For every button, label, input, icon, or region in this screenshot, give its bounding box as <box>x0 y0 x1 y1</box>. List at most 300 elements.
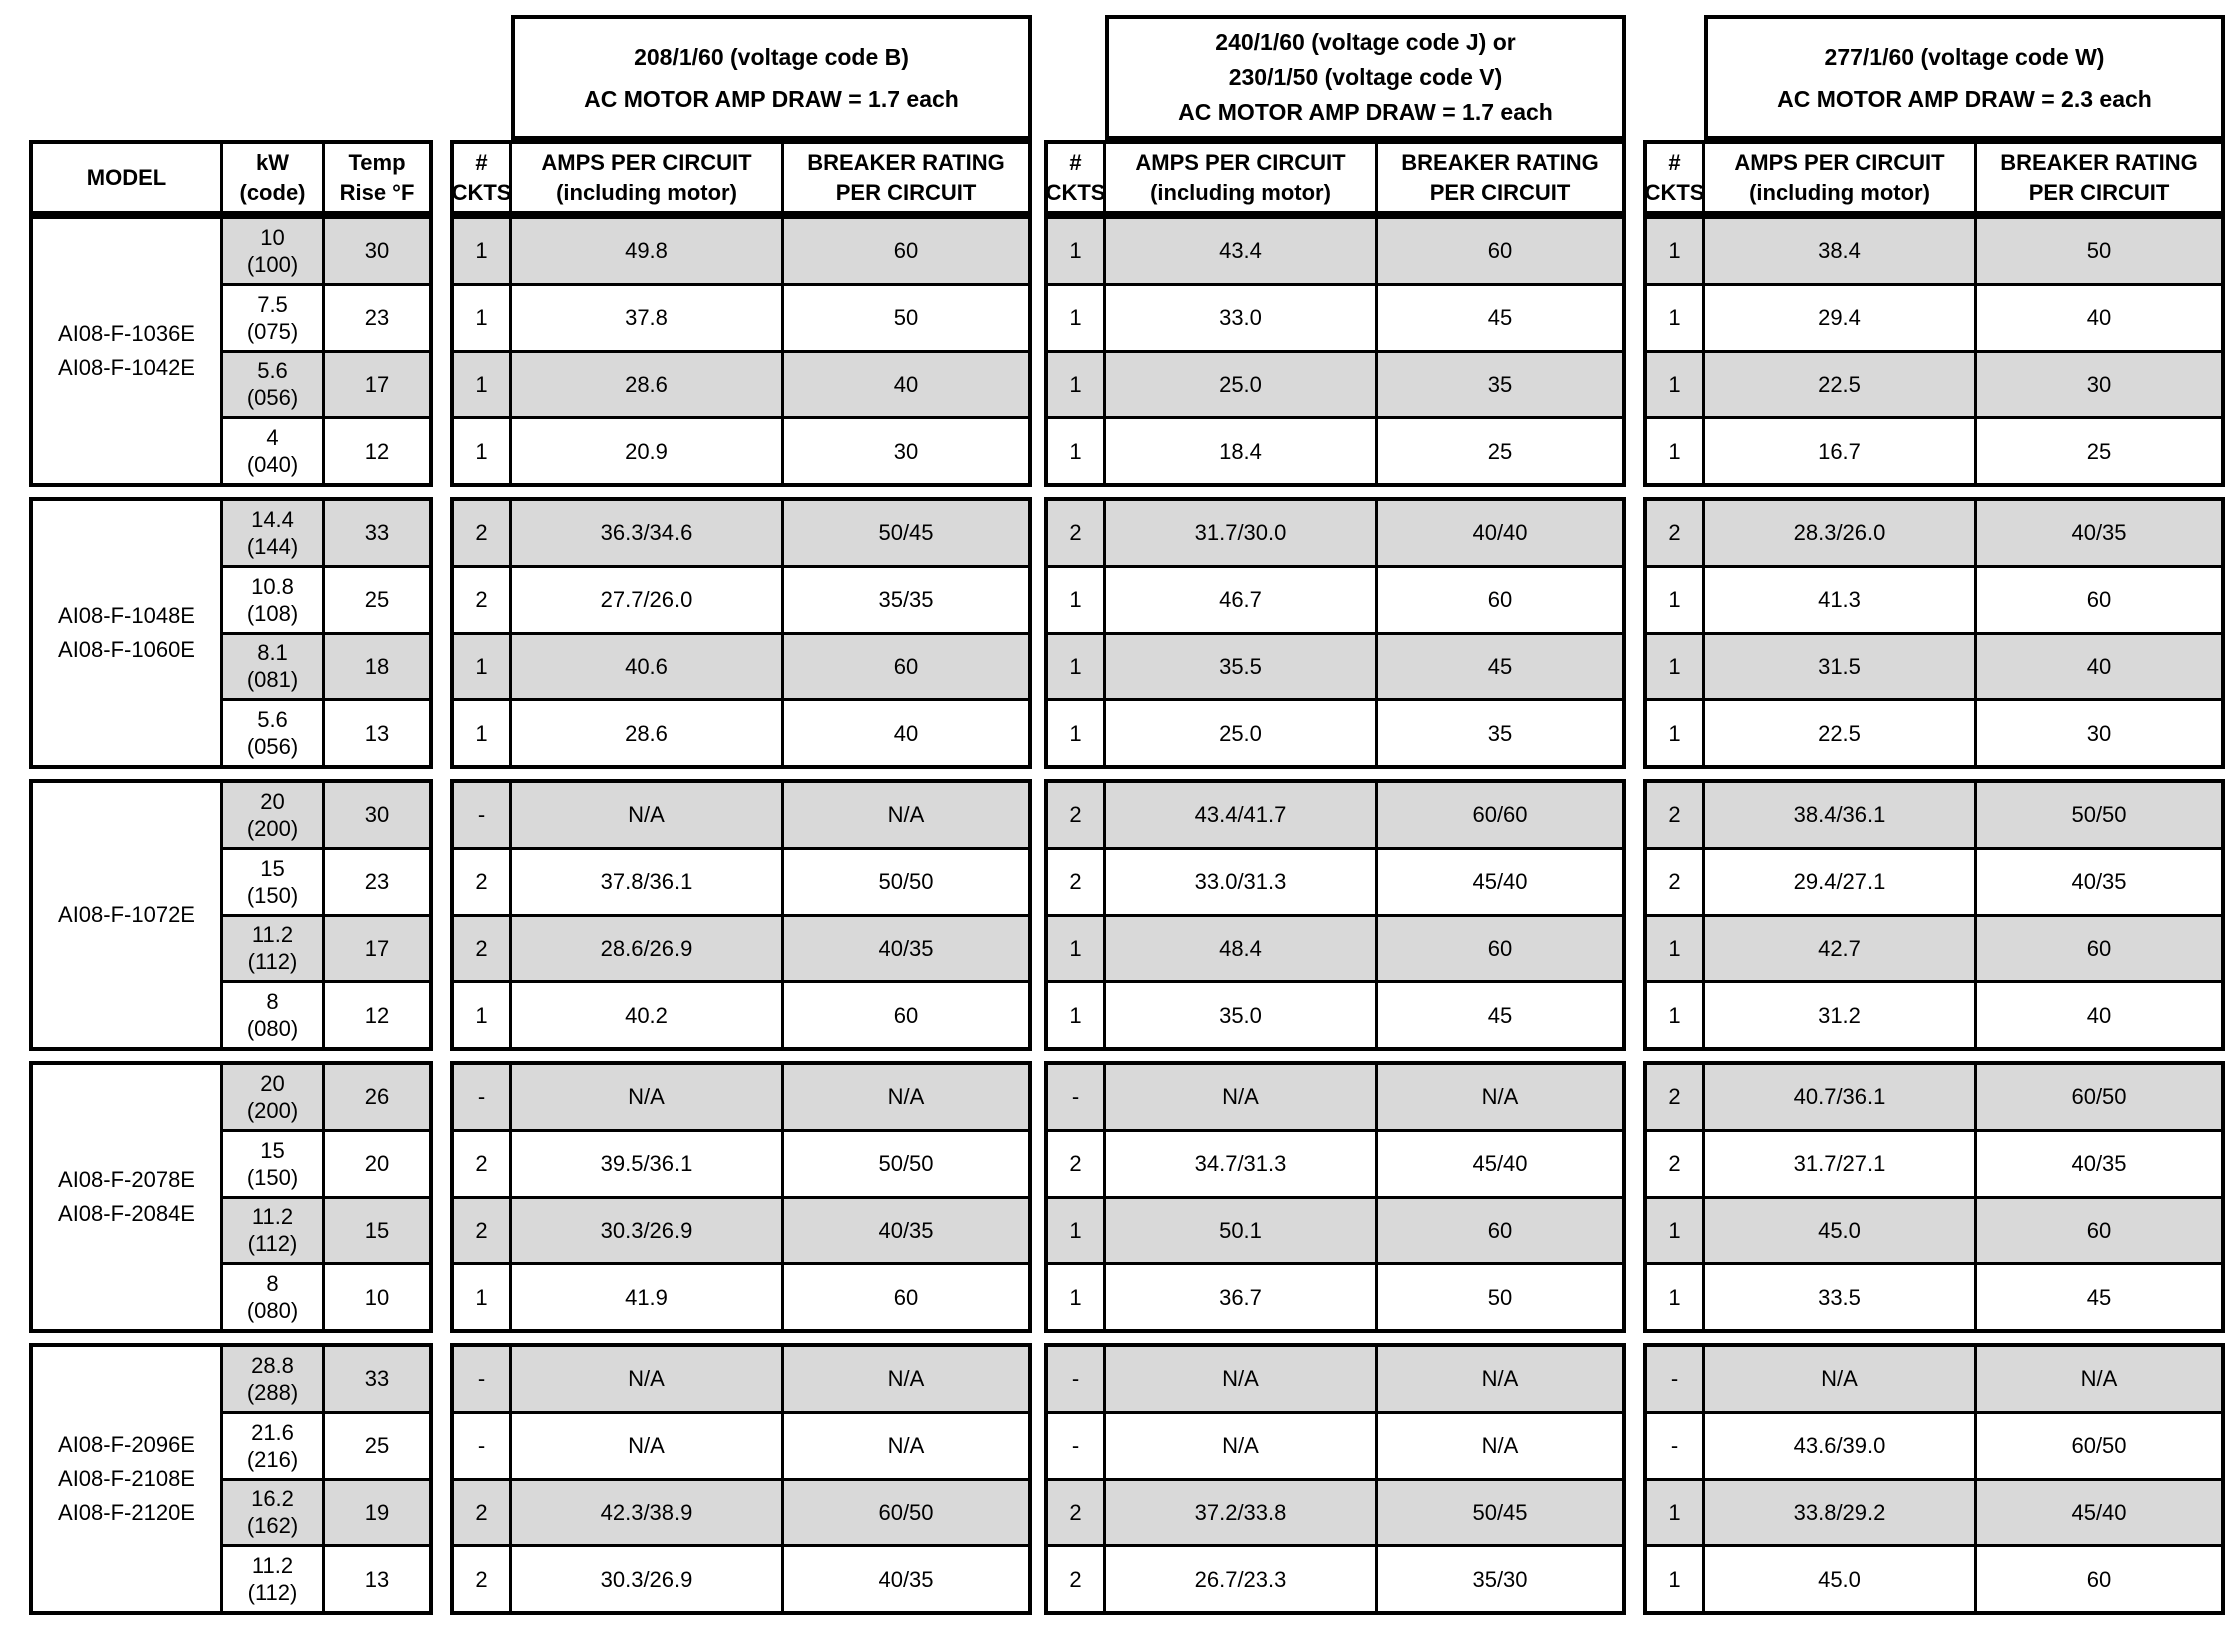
kw-value: 14.4 <box>251 506 294 532</box>
data-group-277-3 <box>1643 779 2225 1051</box>
amps-header-line1: AMPS PER CIRCUIT <box>541 149 752 175</box>
temp-column <box>325 783 429 1047</box>
breaker-cell: N/A <box>887 1366 925 1392</box>
amps-cell: 41.9 <box>512 1265 784 1329</box>
amps-cell: 36.7 <box>1106 1265 1378 1329</box>
ckts-cell: 1 <box>1647 219 1705 283</box>
kw-value: 5.6 <box>257 707 288 733</box>
kw-column <box>223 1065 325 1329</box>
breaker-cell: 45/40 <box>2071 1499 2127 1525</box>
kw-cell <box>223 1065 322 1132</box>
amps-cell: 43.6/39.0 <box>1705 1414 1977 1478</box>
ckts-header <box>1045 144 1106 211</box>
kw-code: (100) <box>246 251 299 277</box>
amps-cell: 20.9 <box>512 419 784 483</box>
ckts-cell: 1 <box>454 286 512 350</box>
temp-cell: 12 <box>364 438 390 464</box>
model-cell <box>33 1065 223 1329</box>
breaker-cell: 60 <box>893 1284 919 1310</box>
kw-header <box>223 144 325 211</box>
ckts-cell: 1 <box>1048 635 1106 699</box>
breaker-cell: 40/40 <box>1472 520 1528 546</box>
breaker-cell: 45 <box>1487 653 1513 679</box>
breaker-cell: 40/35 <box>2071 869 2127 895</box>
amps-cell: 50.1 <box>1106 1199 1378 1263</box>
amps-cell: 29.4 <box>1705 286 1977 350</box>
amps-cell: N/A <box>512 1347 784 1411</box>
breaker-cell: 35 <box>1487 371 1513 397</box>
amps-cell: 28.6 <box>512 701 784 765</box>
kw-cell <box>223 353 322 420</box>
ckts-cell: 2 <box>1048 1132 1106 1196</box>
amps-header-line2: (including motor) <box>1150 179 1331 205</box>
breaker-header-line1: BREAKER RATING <box>1401 149 1599 175</box>
kw-column <box>223 1347 325 1611</box>
breaker-cell: 60 <box>893 1002 919 1028</box>
breaker-cell: 60 <box>1487 238 1513 264</box>
ckts-cell: - <box>454 783 512 847</box>
ckts-cell: 2 <box>454 850 512 914</box>
ckts-cell: 1 <box>1048 1265 1106 1329</box>
amps-cell: 35.0 <box>1106 983 1378 1047</box>
breaker-cell: 40 <box>2086 1002 2112 1028</box>
kw-value: 5.6 <box>257 358 288 384</box>
amps-cell: 48.4 <box>1106 917 1378 981</box>
ckts-cell: - <box>1647 1347 1705 1411</box>
breaker-cell: N/A <box>887 802 925 828</box>
ckts-cell: 2 <box>1048 783 1106 847</box>
ckts-cell: 1 <box>1647 983 1705 1047</box>
amps-cell: 35.5 <box>1106 635 1378 699</box>
model-cell <box>33 219 223 483</box>
data-group-208-2 <box>450 497 1032 769</box>
ckts-cell: 2 <box>1048 501 1106 565</box>
amps-cell: 33.5 <box>1705 1265 1977 1329</box>
breaker-cell: 35/30 <box>1472 1566 1528 1592</box>
temp-cell: 25 <box>325 1414 429 1481</box>
voltage-header-277 <box>1704 15 2225 140</box>
amps-cell: 41.3 <box>1705 568 1977 632</box>
ckts-cell: 1 <box>1647 353 1705 417</box>
model-group-1 <box>29 215 433 487</box>
kw-value: 10.8 <box>251 573 294 599</box>
breaker-header-line1: BREAKER RATING <box>807 149 1005 175</box>
amps-cell: 27.7/26.0 <box>512 568 784 632</box>
temp-cell: 17 <box>325 917 429 984</box>
model-block-header-row <box>29 140 433 215</box>
model-name: AI08-F-1036E <box>58 321 195 346</box>
kw-column <box>223 501 325 765</box>
ckts-cell: 1 <box>1048 353 1106 417</box>
amps-header <box>1106 144 1378 211</box>
data-group-208-4 <box>450 1061 1032 1333</box>
model-group-2 <box>29 497 433 769</box>
breaker-cell: 60 <box>1487 1217 1513 1243</box>
amps-cell: 31.2 <box>1705 983 1977 1047</box>
amps-cell: 31.5 <box>1705 635 1977 699</box>
kw-value: 4 <box>266 425 279 451</box>
temp-column <box>325 219 429 483</box>
kw-cell <box>223 701 322 765</box>
model-name: AI08-F-2108E <box>58 1466 195 1491</box>
amps-cell: N/A <box>512 1414 784 1478</box>
ckts-cell: 1 <box>454 419 512 483</box>
amps-cell: 25.0 <box>1106 353 1378 417</box>
breaker-cell: 40 <box>2086 305 2112 331</box>
ckts-header <box>1644 144 1705 211</box>
model-name: AI08-F-1072E <box>58 902 195 927</box>
kw-value: 15 <box>260 1137 285 1163</box>
data-group-208-5 <box>450 1343 1032 1615</box>
breaker-cell: 40/35 <box>878 935 934 961</box>
temp-cell: 19 <box>325 1481 429 1548</box>
amps-cell: 39.5/36.1 <box>512 1132 784 1196</box>
amps-cell: 43.4 <box>1106 219 1378 283</box>
ckts-cell: - <box>1048 1347 1106 1411</box>
amps-cell: 28.3/26.0 <box>1705 501 1977 565</box>
amps-cell: 18.4 <box>1106 419 1378 483</box>
kw-cell <box>223 917 322 984</box>
model-name: AI08-F-2120E <box>58 1500 195 1525</box>
kw-code: (150) <box>246 1164 299 1190</box>
breaker-cell: 60 <box>2086 1217 2112 1243</box>
ckts-cell: 2 <box>1647 783 1705 847</box>
model-name: AI08-F-2084E <box>58 1201 195 1226</box>
ckts-cell: 1 <box>1048 701 1106 765</box>
model-name: AI08-F-1060E <box>58 637 195 662</box>
ckts-cell: - <box>454 1065 512 1129</box>
breaker-cell: 40/35 <box>878 1217 934 1243</box>
amps-header-line1: AMPS PER CIRCUIT <box>1135 149 1346 175</box>
ckts-cell: 2 <box>454 568 512 632</box>
breaker-cell: 45 <box>1487 1002 1513 1028</box>
kw-cell <box>223 635 322 702</box>
temp-cell: 26 <box>325 1065 429 1132</box>
amps-cell: N/A <box>512 1065 784 1129</box>
amps-cell: N/A <box>1705 1347 1977 1411</box>
ckts-cell: 2 <box>1647 501 1705 565</box>
ckts-cell: 1 <box>1647 1547 1705 1611</box>
temp-rise-header <box>325 144 429 211</box>
amps-cell: 43.4/41.7 <box>1106 783 1378 847</box>
amps-cell: 40.6 <box>512 635 784 699</box>
temp-header-line2: Rise °F <box>339 179 415 205</box>
voltage-header-240-230 <box>1105 15 1626 140</box>
kw-cell <box>223 783 322 850</box>
voltage-block-208 <box>450 15 1032 1615</box>
amps-cell: 38.4 <box>1705 219 1977 283</box>
temp-column <box>325 1347 429 1611</box>
breaker-cell: 40/35 <box>878 1566 934 1592</box>
column-header-row-277 <box>1643 140 2225 215</box>
voltage-header-208 <box>511 15 1032 140</box>
ckts-header-line2: CKTS <box>451 179 512 205</box>
ckts-cell: 2 <box>454 1547 512 1611</box>
breaker-cell: 35 <box>1487 720 1513 746</box>
amps-cell: 45.0 <box>1705 1199 1977 1263</box>
breaker-cell: 30 <box>2086 371 2112 397</box>
ckts-cell: 1 <box>454 983 512 1047</box>
temp-cell: 23 <box>325 850 429 917</box>
temp-cell: 25 <box>325 568 429 635</box>
breaker-header-line2: PER CIRCUIT <box>2028 179 2170 205</box>
breaker-cell: 45 <box>2086 1284 2112 1310</box>
amps-cell: 29.4/27.1 <box>1705 850 1977 914</box>
kw-cell <box>223 1265 322 1329</box>
breaker-cell: 45/40 <box>1472 869 1528 895</box>
kw-code: (112) <box>247 1580 298 1606</box>
amps-cell: 36.3/34.6 <box>512 501 784 565</box>
ckts-cell: 1 <box>1048 419 1106 483</box>
breaker-cell: 60 <box>893 238 919 264</box>
amps-cell: 33.0/31.3 <box>1106 850 1378 914</box>
voltage-block-277 <box>1643 15 2225 1615</box>
data-group-208-3 <box>450 779 1032 1051</box>
kw-cell <box>223 286 322 353</box>
data-group-277-4 <box>1643 1061 2225 1333</box>
ckts-cell: 1 <box>1647 1199 1705 1263</box>
kw-cell <box>223 219 322 286</box>
breaker-cell: N/A <box>1481 1366 1519 1392</box>
amps-cell: 40.2 <box>512 983 784 1047</box>
breaker-cell: 40/35 <box>2071 1151 2127 1177</box>
motor-amp-draw-line: AC MOTOR AMP DRAW = 1.7 each <box>584 85 959 112</box>
amps-cell: N/A <box>1106 1347 1378 1411</box>
ckts-cell: 2 <box>1048 1481 1106 1545</box>
kw-column <box>223 783 325 1047</box>
breaker-cell: 40 <box>2086 653 2112 679</box>
amps-cell: 49.8 <box>512 219 784 283</box>
breaker-cell: 50 <box>2086 238 2112 264</box>
ckts-cell: 2 <box>454 917 512 981</box>
kw-cell <box>223 1414 322 1481</box>
kw-header-line1: kW <box>256 149 289 175</box>
breaker-cell: 60/50 <box>2071 1433 2127 1459</box>
temp-cell: 18 <box>325 635 429 702</box>
voltage-title-line: 208/1/60 (voltage code B) <box>634 43 909 70</box>
breaker-cell: 30 <box>893 438 919 464</box>
ckts-cell: 1 <box>454 219 512 283</box>
kw-value: 8 <box>266 989 279 1015</box>
breaker-cell: 50 <box>1487 1284 1513 1310</box>
model-name: AI08-F-1048E <box>58 603 195 628</box>
temp-cell: 13 <box>364 1566 390 1592</box>
kw-code: (216) <box>246 1446 299 1472</box>
kw-code: (056) <box>246 734 299 760</box>
breaker-cell: 60 <box>1487 935 1513 961</box>
temp-cell: 10 <box>364 1284 390 1310</box>
ckts-cell: 2 <box>454 1481 512 1545</box>
ckts-cell: - <box>1048 1414 1106 1478</box>
kw-code: (144) <box>246 533 299 559</box>
ckts-cell: 1 <box>1647 568 1705 632</box>
voltage-header-area <box>1643 15 2225 140</box>
ckts-header-line1: # <box>1668 149 1681 175</box>
ckts-cell: 2 <box>454 501 512 565</box>
breaker-cell: 35/35 <box>878 587 934 613</box>
kw-code: (162) <box>246 1513 299 1539</box>
kw-code: (056) <box>246 385 299 411</box>
ckts-cell: 1 <box>1647 1481 1705 1545</box>
kw-cell <box>223 1132 322 1199</box>
kw-cell <box>223 1481 322 1548</box>
kw-code: (200) <box>246 815 299 841</box>
kw-value: 20 <box>260 788 285 814</box>
kw-code: (108) <box>246 600 299 626</box>
model-cell <box>33 783 223 1047</box>
voltage-title-line: 240/1/60 (voltage code J) or <box>1215 29 1516 55</box>
ckts-cell: 1 <box>1048 983 1106 1047</box>
breaker-cell: 25 <box>1487 438 1513 464</box>
breaker-header <box>784 144 1028 211</box>
ckts-header <box>451 144 512 211</box>
kw-cell <box>223 1199 322 1266</box>
breaker-cell: 50/50 <box>878 1151 934 1177</box>
kw-value: 7.5 <box>257 291 288 317</box>
voltage-header-area <box>1044 15 1626 140</box>
kw-cell <box>223 1547 322 1611</box>
amps-cell: 46.7 <box>1106 568 1378 632</box>
amps-cell: 42.3/38.9 <box>512 1481 784 1545</box>
amps-header-line2: (including motor) <box>1749 179 1930 205</box>
data-group-240-2 <box>1044 497 1626 769</box>
breaker-cell: 25 <box>2086 438 2112 464</box>
amps-cell: 42.7 <box>1705 917 1977 981</box>
ckts-cell: 1 <box>454 353 512 417</box>
kw-value: 8 <box>266 1271 279 1297</box>
kw-value: 28.8 <box>251 1352 294 1378</box>
temp-cell: 23 <box>325 286 429 353</box>
breaker-cell: 60/50 <box>2071 1084 2127 1110</box>
amps-header <box>512 144 784 211</box>
kw-header-line2: (code) <box>239 179 306 205</box>
voltage-header-area <box>450 15 1032 140</box>
motor-amp-draw-line: AC MOTOR AMP DRAW = 1.7 each <box>1178 99 1553 125</box>
kw-code: (288) <box>246 1379 299 1405</box>
amps-cell: 40.7/36.1 <box>1705 1065 1977 1129</box>
kw-code: (075) <box>246 318 299 344</box>
breaker-header-line2: PER CIRCUIT <box>1429 179 1571 205</box>
ckts-cell: 1 <box>1647 917 1705 981</box>
ckts-cell: 1 <box>1048 219 1106 283</box>
amps-cell: 31.7/30.0 <box>1106 501 1378 565</box>
kw-code: (150) <box>246 882 299 908</box>
breaker-cell: 50 <box>893 305 919 331</box>
breaker-cell: 40 <box>893 720 919 746</box>
ckts-cell: - <box>1048 1065 1106 1129</box>
breaker-cell: 50/50 <box>2071 802 2127 828</box>
amps-cell: 30.3/26.9 <box>512 1547 784 1611</box>
breaker-cell: N/A <box>887 1084 925 1110</box>
temp-cell: 30 <box>325 219 429 286</box>
breaker-cell: 40 <box>893 371 919 397</box>
breaker-cell: N/A <box>1481 1433 1519 1459</box>
breaker-cell: 60 <box>2086 587 2112 613</box>
amps-cell: 34.7/31.3 <box>1106 1132 1378 1196</box>
ckts-cell: 1 <box>454 1265 512 1329</box>
data-group-277-1 <box>1643 215 2225 487</box>
ckts-cell: 1 <box>1647 419 1705 483</box>
breaker-header-line1: BREAKER RATING <box>2000 149 2198 175</box>
amps-cell: 33.8/29.2 <box>1705 1481 1977 1545</box>
breaker-cell: 45/40 <box>1472 1151 1528 1177</box>
ckts-header-line1: # <box>1069 149 1082 175</box>
kw-code: (080) <box>246 1298 299 1324</box>
ckts-cell: 1 <box>1048 568 1106 632</box>
ckts-cell: 1 <box>454 701 512 765</box>
ckts-cell: 1 <box>1647 286 1705 350</box>
model-group-4 <box>29 1061 433 1333</box>
breaker-cell: 60 <box>1487 587 1513 613</box>
voltage-title-line: 230/1/50 (voltage code V) <box>1228 64 1503 90</box>
model-group-5 <box>29 1343 433 1615</box>
ckts-cell: 2 <box>1048 850 1106 914</box>
breaker-cell: 60 <box>2086 1566 2112 1592</box>
temp-cell: 33 <box>325 501 429 568</box>
model-name: AI08-F-2078E <box>58 1167 195 1192</box>
kw-value: 21.6 <box>251 1419 294 1445</box>
amps-cell: N/A <box>512 783 784 847</box>
breaker-cell: 50/45 <box>878 520 934 546</box>
breaker-cell: 50/50 <box>878 869 934 895</box>
kw-value: 11.2 <box>251 1553 294 1579</box>
ckts-cell: 1 <box>1647 701 1705 765</box>
kw-value: 11.2 <box>251 922 294 948</box>
ckts-cell: 2 <box>1048 1547 1106 1611</box>
amps-cell: 37.2/33.8 <box>1106 1481 1378 1545</box>
kw-code: (040) <box>246 452 299 478</box>
kw-value: 15 <box>260 855 285 881</box>
data-group-208-1 <box>450 215 1032 487</box>
temp-cell: 33 <box>325 1347 429 1414</box>
breaker-cell: N/A <box>2080 1366 2118 1392</box>
model-block <box>29 15 433 1615</box>
amps-cell: 25.0 <box>1106 701 1378 765</box>
breaker-header-line2: PER CIRCUIT <box>835 179 977 205</box>
data-group-240-5 <box>1044 1343 1626 1615</box>
amps-cell: 22.5 <box>1705 353 1977 417</box>
kw-code: (112) <box>247 949 298 975</box>
model-header: MODEL <box>33 144 223 211</box>
kw-cell <box>223 850 322 917</box>
ckts-cell: 1 <box>454 635 512 699</box>
data-group-240-3 <box>1044 779 1626 1051</box>
voltage-block-240-230 <box>1044 15 1626 1615</box>
temp-column <box>325 1065 429 1329</box>
temp-cell: 30 <box>325 783 429 850</box>
amps-cell: 37.8 <box>512 286 784 350</box>
temp-header-line1: Temp <box>348 149 406 175</box>
ckts-header-line2: CKTS <box>1644 179 1705 205</box>
temp-cell: 15 <box>325 1199 429 1266</box>
data-group-240-4 <box>1044 1061 1626 1333</box>
amps-cell: N/A <box>1106 1065 1378 1129</box>
ckts-cell: 2 <box>454 1199 512 1263</box>
ckts-cell: 1 <box>1048 1199 1106 1263</box>
model-cell <box>33 501 223 765</box>
ckts-cell: - <box>454 1414 512 1478</box>
breaker-cell: 40/35 <box>2071 520 2127 546</box>
breaker-cell: 60 <box>2086 935 2112 961</box>
ckts-cell: 1 <box>1647 1265 1705 1329</box>
kw-value: 8.1 <box>257 640 288 666</box>
kw-column <box>223 219 325 483</box>
amps-cell: 30.3/26.9 <box>512 1199 784 1263</box>
ckts-cell: 1 <box>1048 286 1106 350</box>
amps-cell: 33.0 <box>1106 286 1378 350</box>
amps-header <box>1705 144 1977 211</box>
ckts-cell: - <box>454 1347 512 1411</box>
